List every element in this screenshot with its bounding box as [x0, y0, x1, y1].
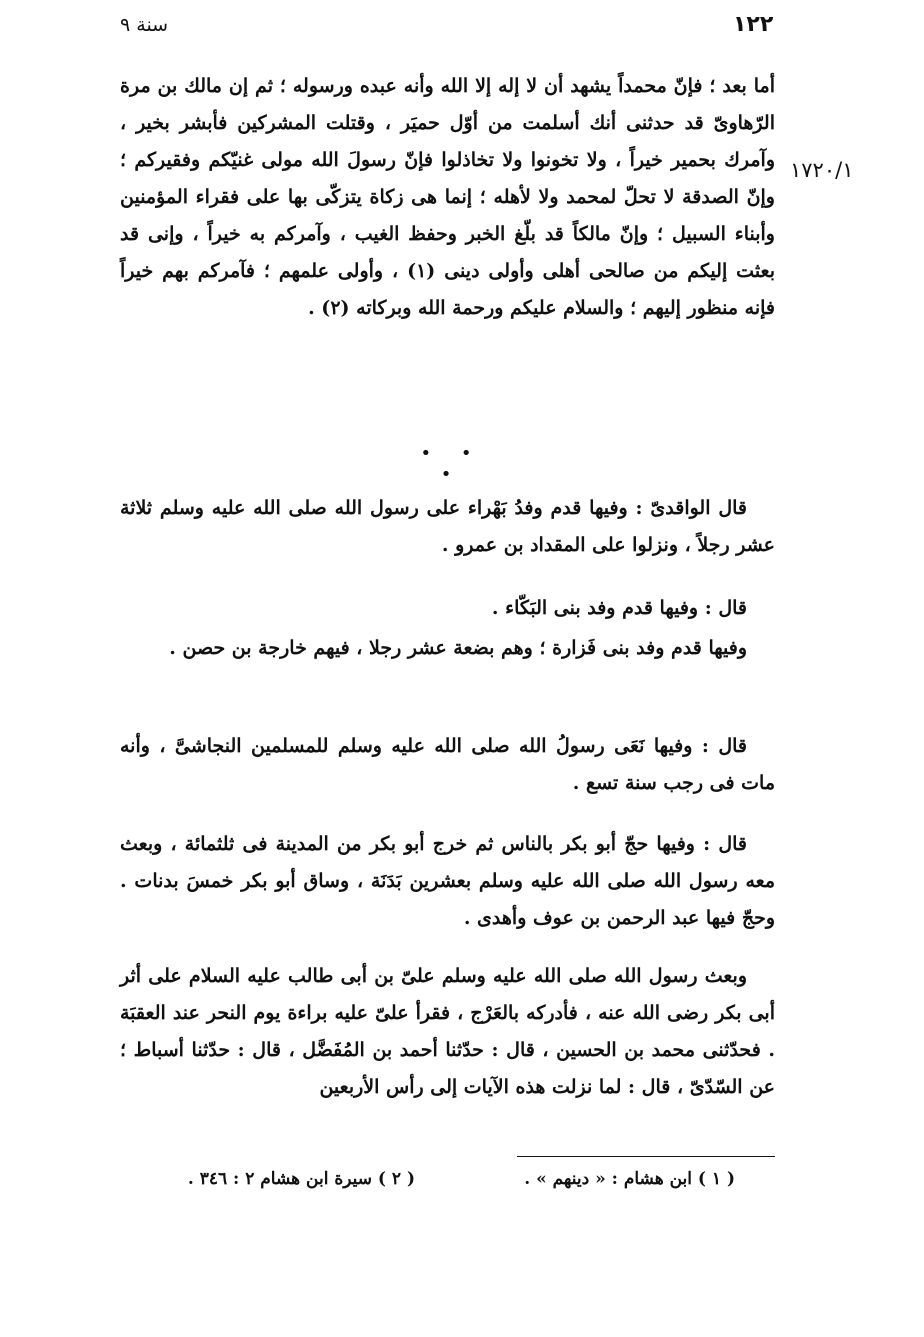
running-header-year: سنة ٩: [120, 14, 169, 36]
narrative-paragraph: [120, 590, 775, 627]
narrative-paragraph: [120, 490, 775, 564]
paragraph-wafd-fazara: وفيها قدم وفد بنى فَزارة ؛ وهم بضعة عشر رجلا ، فيهم خارجة بن حصن .: [169, 637, 747, 659]
narrative-paragraph: [120, 958, 775, 1106]
narrative-paragraph: [120, 826, 775, 937]
footnote-1: ( ١ ) ابن هشام : « دينهم » .: [524, 1169, 735, 1189]
page-number: ١٢٢: [733, 12, 774, 37]
letter-text: [120, 68, 775, 327]
section-separator: • • •: [420, 443, 484, 485]
narrative-paragraph: [120, 630, 775, 667]
letter-paragraph: أما بعد ؛ فإنّ محمداً يشهد أن لا إله إلا الله وأنه عبده ورسوله ؛ ثم إن مالك بن مرة الرّهاوىّ قد حدثنى أنك أسلمت من أوّل حميَر ، وقتلت المشركين فأبشر بخير ، وآمرك بحمير خيراً ، ولا تخونوا ولا تخاذلوا فإنّ رسولَ الله مولى غنيّكم وفقيركم ؛ وإنّ الصدقة لا تحلّ لمحمد ولا لأهله ؛ إنما هى زكاة يتزكّى بها على فقراء المؤمنين وأبناء السبيل ؛ وإنّ مالكاً قد بلّغ الخبر وحفظ الغيب ، وآمركم به خيراً ، وإنى قد بعثت إليكم من صالحى أهلى وأولى دينى (١) ، وأولى علمهم ؛ فآمركم بهم خيراً فإنه منظور إليهم ؛ والسلام عليكم ورحمة الله وبركاته (٢) .: [120, 75, 776, 319]
paragraph-wafd-bahra: قال الواقدىّ : وفيها قدم وفدُ بَهْراء على رسول الله صلى الله عليه وسلم ثلاثة عشر رجلاً ، ونزلوا على المقداد بن عمرو .: [120, 497, 775, 556]
paragraph-ali-baraa: وبعث رسول الله صلى الله عليه وسلم علىّ بن أبى طالب عليه السلام على أثر أبى بكر رضى الله عنه ، فأدركه بالعَرْج ، فقرأ علىّ عليه براءة يوم النحر عند العقبَة . فحدّثنى محمد بن الحسين ، قال : حدّثنا أحمد بن المُفَضَّل ، قال : حدّثنا أسباط ؛ عن السّدّىّ ، قال : لما نزلت هذه الآيات إلى رأس الأربعين: [120, 965, 775, 1098]
narrative-paragraph: [120, 728, 775, 802]
footnote-divider: [517, 1156, 775, 1157]
footnote-2: ( ٢ ) سيرة ابن هشام ٢ : ٣٤٦ .: [187, 1169, 415, 1189]
paragraph-najashi: قال : وفيها نَعَى رسولُ الله صلى الله عليه وسلم للمسلمين النجاشىَّ ، وأنه مات فى رجب سنة تسع .: [120, 735, 775, 794]
paragraph-wafd-bakka: قال : وفيها قدم وفد بنى البَكّاء .: [491, 597, 747, 619]
paragraph-hajj-abu-bakr: قال : وفيها حجّ أبو بكر بالناس ثم خرج أبو بكر من المدينة فى ثلثمائة ، وبعث معه رسول الله صلى الله عليه وسلم بعشرين بَدَنَة ، وساق أبو بكر خمسَ بدنات . وحجّ فيها عبد الرحمن بن عوف وأهدى .: [120, 833, 775, 929]
margin-reference: ١٧٢٠/١: [790, 158, 854, 182]
